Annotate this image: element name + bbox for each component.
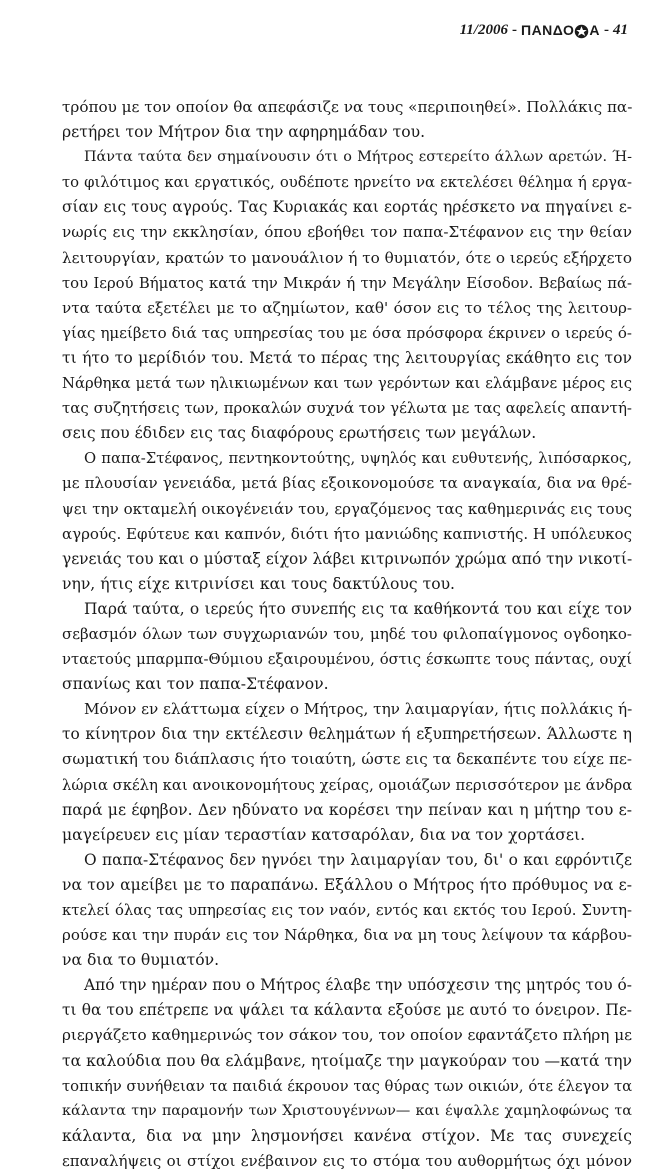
magazine-title-right: Α (589, 22, 600, 39)
text-line: επαναλήψεις οι στίχοι ενέβαινον εις το στόμα του αυθορμήτως όχι μόνον (62, 1151, 632, 1170)
text-line: σπανίως και τον παπα-Στέφανον. (62, 675, 329, 694)
text-line: τι ήτο το μερίδιόν του. Μετά το πέρας της λειτουργίας εκάθητο εις τον (62, 348, 632, 367)
text-line: σίαν εις τους αγρούς. Τας Κυριακάς και εορτάς ηρέσκετο να πηγαίνει ε- (62, 198, 632, 217)
text-line: παρά με έφηβον. Δεν ηδύνατο να κορέσει την πείναν και η μήτηρ του ε- (62, 800, 632, 819)
text-line: κτελεί όλας τας υπηρεσίας εις τον ναόν, εντός και εκτός του Ιερού. Συντη- (62, 902, 632, 919)
text-line: τας συζητήσεις των, προκαλών συχνά τον γέλωτα με τας αφελείς απαντή- (62, 399, 632, 418)
text-line: αγρούς. Εφύτευε και καπνόν, διότι ήτο μανιώδης καπνιστής. Η υπόλευκος (62, 524, 632, 543)
text-line: Παρά ταύτα, ο ιερεύς ήτο συνεπής εις τα καθήκοντά του και είχε τον (84, 599, 632, 618)
text-line: να τον αμείβει με το παραπάνω. Εξάλλου ο Μήτρος ήτο πρόθυμος να ε- (62, 875, 632, 894)
text-line: κάλαντα την παραμονήν των Χριστουγέννων— και έψαλλε χαμηλοφώνως τα (62, 1102, 632, 1119)
text-line: να δια το θυμιατόν. (62, 951, 220, 970)
text-line: σωματική του διάπλασις ήτο τοιαύτη, ώστε εις τα δεκαπέντε του είχε πε- (62, 750, 632, 769)
running-header (460, 22, 628, 39)
text-line: Ο παπα-Στέφανος, πεντηκοντούτης, υψηλός και ευθυτενής, λιπόσαρκος, (84, 450, 632, 468)
magazine-title-left: ΠΑΝΔΟ (520, 22, 575, 39)
body-text (62, 95, 632, 1174)
text-line: λώρια σκέλη και ανοικονομήτους χείρας, ομοιάζων περισσότερον με άνδρα (62, 776, 633, 794)
text-line: τι θα του επέτρεπε να ψάλει τα κάλαντα εξούσε με αυτό το όνειρον. Πε- (62, 1001, 632, 1020)
text-line: ντα ταύτα εξετέλει με το αζημίωτον, καθ' όσον εις το τέλος της λειτουρ- (62, 298, 632, 317)
text-line: σεβασμόν όλων των συγχωριανών του, μηδέ του φιλοπαίγμονος ογδοηκο- (62, 624, 632, 643)
text-line: λειτουργίαν, κρατών το μανουάλιον ή το θυμιατόν, ότε ο ιερεύς εξήρχετο (62, 248, 632, 267)
text-line: σεις που έδιδεν εις τας διαφόρους ερωτήσεις των μεγάλων. (62, 424, 537, 443)
text-line: Ο παπα-Στέφανος δεν ηγνόει την λαιμαργίαν του, δι' ο και εφρόντιζε (84, 850, 632, 869)
text-line: ριεργάζετο καθημερινώς τον σάκον του, τον οποίον εφαντάζετο πλήρη με (62, 1026, 632, 1045)
text-line: με πλουσίαν γενειάδα, μετά βίας εξοικονομούσε τα αναγκαία, δια να θρέ- (62, 474, 632, 493)
text-line: τα καλούδια που θα ελάμβανε, ητοίμαζε την μαγκούραν του —κατά την (62, 1051, 632, 1070)
text-line: τοπικήν συνήθειαν τα παιδιά έκρουον τας θύρας των οικιών, ότε έλεγον τα (62, 1077, 633, 1095)
text-line: Από την ημέραν που ο Μήτρος έλαβε την υπόσχεσιν της μητρός του ό- (84, 976, 632, 995)
text-line: το φιλότιμος και εργατικός, ουδέποτε ηρνείτο να εκτελέσει θέλημα ή εργα- (62, 174, 632, 192)
text-line: τρόπου με τον οποίον θα απεφάσιζε να τους «περιποιηθεί». Πολλάκις πα- (62, 98, 633, 116)
text-line: του Ιερού Βήματος κατά την Μικράν ή την Μεγάλην Είσοδον. Βεβαίως πά- (62, 274, 632, 292)
magazine-title (521, 22, 600, 39)
text-line: γίας ημείβετο διά τας υπηρεσίας του με όσα πρόσφορα έκρινεν ο ιερεύς ό- (62, 323, 632, 342)
text-line: ψει την οκταμελή οικογένειάν του, εργαζόμενος τας καθημερινάς εις τους (62, 499, 632, 518)
pandora-emblem-icon (574, 24, 589, 39)
text-line: νωρίς εις την εκκλησίαν, όπου εβοήθει τον παπα-Στέφανον εις την θείαν (62, 223, 632, 242)
text-line: Μόνον εν ελάττωμα είχεν ο Μήτρος, την λαιμαργίαν, ήτις πολλάκις ή- (84, 700, 633, 719)
page-number: 41 (613, 22, 628, 38)
text-line: Πάντα ταύτα δεν σημαίνουσιν ότι ο Μήτρος εστερείτο άλλων αρετών. Ή- (84, 149, 632, 166)
header-separator: - (511, 22, 517, 38)
text-line: μαγείρευεν εις μίαν τεραστίαν κατσαρόλαν, δια να τον χορτάσει. (62, 825, 586, 844)
issue-date: 11/2006 (459, 22, 508, 38)
text-line: ρετήρει τον Μήτρον δια την αφηρημάδαν του. (62, 123, 426, 142)
text-line: κάλαντα, δια να μην λησμονήσει κανένα στίχον. Με τας συνεχείς (62, 1126, 632, 1145)
text-line: γενειάς του και ο μύσταξ είχον λάβει κιτρινωπόν χρώμα από την νικοτί- (62, 549, 633, 568)
text-line: το κίνητρον δια την εκτέλεσιν θελημάτων ή εξυπηρετήσεων. Άλλωστε η (62, 725, 632, 744)
text-line: νην, ήτις είχε κιτρινίσει και τους δακτύλους του. (62, 574, 456, 593)
header-separator: - (604, 22, 609, 38)
text-line: ρούσε και την πυράν εις τον Νάρθηκα, δια να μη τους λείψουν τα κάρβου- (62, 926, 632, 945)
text-line: Νάρθηκα μετά των ηλικιωμένων και των γερόντων και ελάμβανε μέρος εις (62, 375, 632, 393)
text-line: νταετούς μπαρμπα-Θύμιου εξαιρουμένου, όστις έσκωπτε τους πάντας, ουχί (62, 651, 632, 669)
